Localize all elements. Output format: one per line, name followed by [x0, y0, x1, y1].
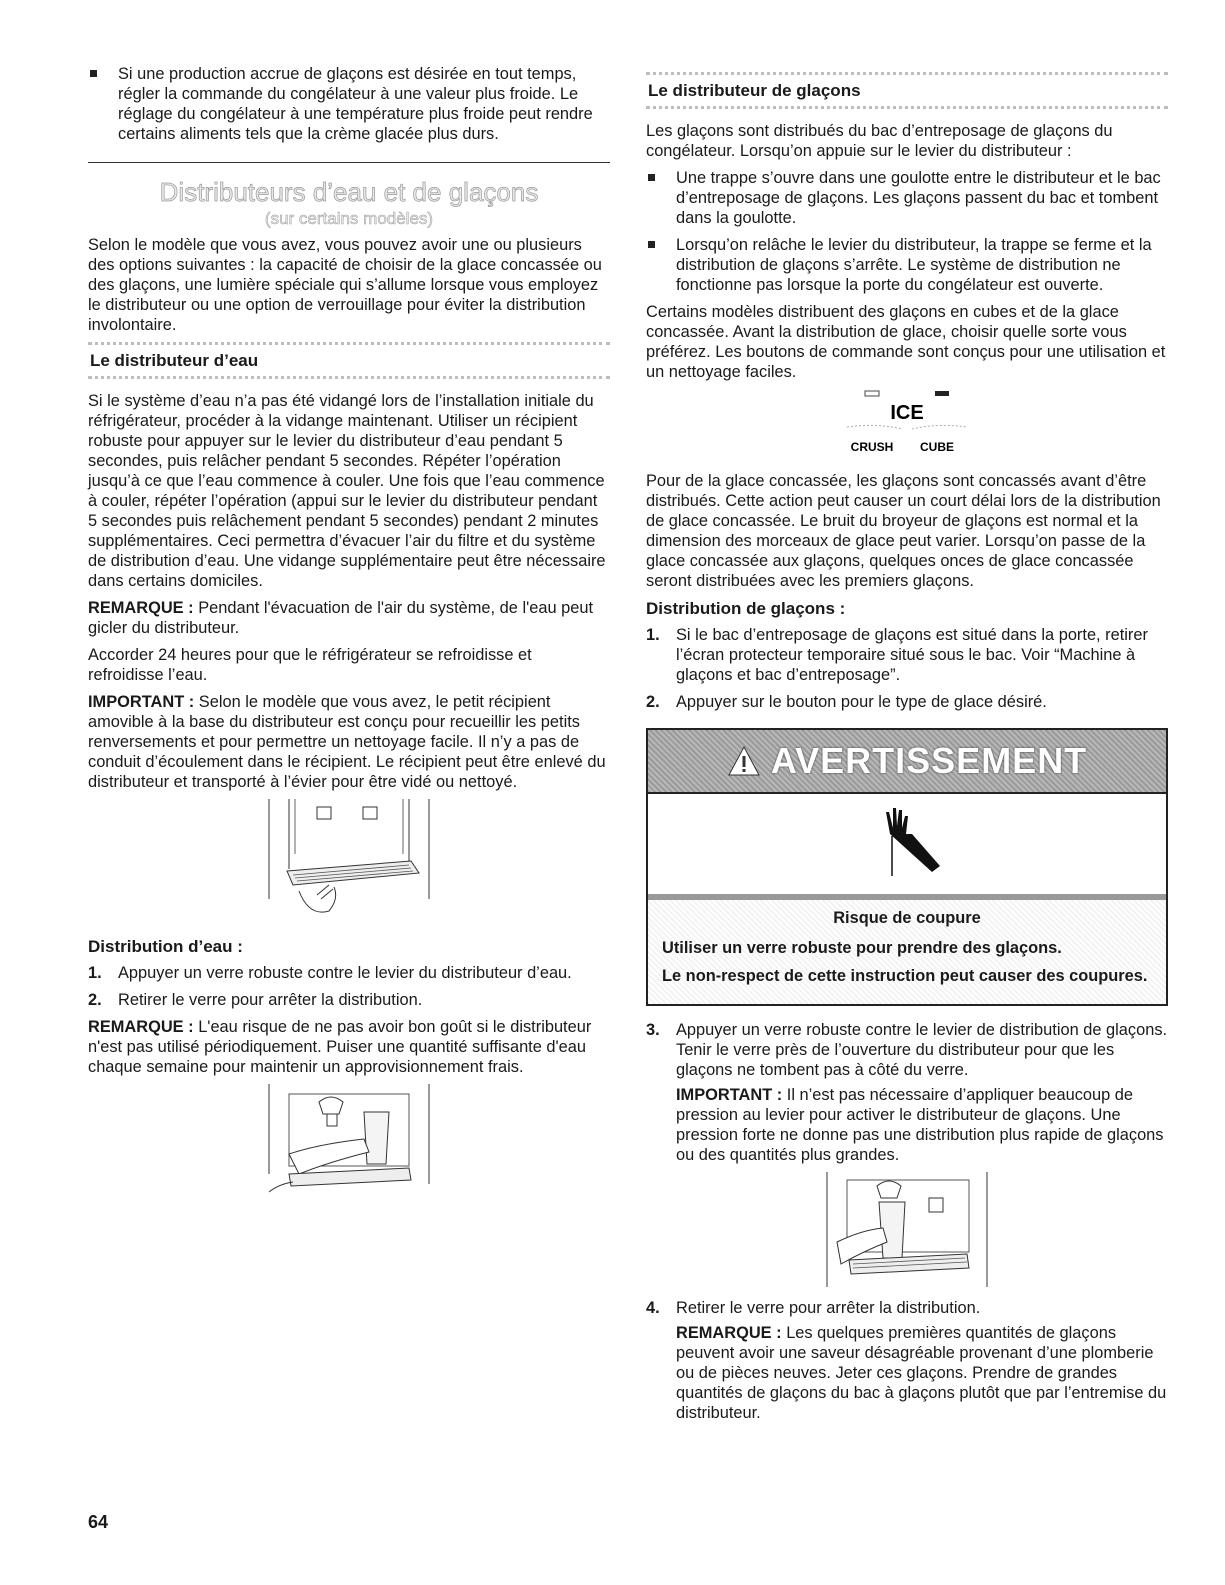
ice-bullet-1: Une trappe s’ouvre dans une goulotte entre le distributeur et le bac d’entreposage de glaçons. Les glaçons passent du bac et tombent dans la goulotte.: [646, 168, 1168, 228]
step-text: Appuyer sur le bouton pour le type de glace désiré.: [676, 693, 1047, 711]
step-number: 2.: [88, 991, 102, 1009]
left-column: [88, 64, 610, 1200]
page-number: 64: [88, 1512, 109, 1532]
note-1: [88, 598, 610, 638]
important-1: [88, 692, 610, 792]
warning-pictogram: [648, 794, 1166, 900]
divider: [88, 162, 610, 163]
drip-tray-illustration: [259, 799, 439, 929]
ice-paragraph-3: Pour de la glace concassée, les glaçons sont concassés avant d’être distribués. Cette action peut causer un court délai lors de la distribution de glace concassée. Le bruit du broyeur de glaçons est normal et la dimension des morceaux de glace peut varier. Lorsqu’on passe de la glace concassée aux glaçons, quelques onces de glace concassée seront distribuées avec les premiers glaçons.: [646, 472, 1161, 590]
ice-label: ICE: [890, 402, 924, 424]
water-dispensing-illustration: [259, 1084, 439, 1194]
step-text: Si le bac d’entreposage de glaçons est situé dans la porte, retirer l’écran protecteur temporaire situé sous le bac. Voir “Machine à glaçons et bac d’entreposage”.: [676, 626, 1148, 684]
ice-paragraph-2: Certains modèles distribuent des glaçons en cubes et de la glace concassée. Avant la distribution de glace, choisir quelle sorte vous préférez. Les boutons de commande sont conçus pour une utilisation et un nettoyage faciles.: [646, 303, 1166, 381]
note-2: [88, 1017, 610, 1077]
step-text: Appuyer un verre robuste contre le levier du distributeur d’eau.: [118, 964, 572, 982]
cube-button[interactable]: CUBE: [919, 440, 955, 454]
warning-header: [648, 730, 1166, 794]
water-step-1: [88, 963, 610, 983]
step-number: 3.: [646, 1021, 660, 1039]
hand-cut-icon: [862, 804, 952, 884]
note-label: REMARQUE :: [88, 599, 194, 617]
ice-control-panel: [646, 389, 1168, 461]
ice-step-2: [646, 692, 1168, 712]
important-label: IMPORTANT :: [88, 693, 195, 711]
warning-triangle-icon: [727, 745, 761, 777]
ice-step-4: [646, 1298, 1168, 1423]
warning-title: AVERTISSEMENT: [770, 740, 1088, 781]
section-subtitle: (sur certains modèles): [264, 209, 434, 228]
ice-dispenser-heading: Le distributeur de glaçons: [646, 72, 1168, 109]
right-column: [646, 64, 1168, 1430]
step-number: 1.: [646, 626, 660, 644]
warning-line-2: Le non-respect de cette instruction peut causer des coupures.: [662, 967, 1148, 985]
ice-dispensing-heading: Distribution de glaçons :: [646, 599, 846, 618]
step-number: 4.: [646, 1299, 660, 1317]
crush-button[interactable]: CRUSH: [850, 440, 894, 454]
water-dispensing-heading: Distribution d’eau :: [88, 937, 243, 956]
step-number: 2.: [646, 693, 660, 711]
warning-body: [648, 900, 1166, 1004]
intro-bullet: Si une production accrue de glaçons est désirée en tout temps, régler la commande du congélateur à une valeur plus froide. Le réglage du congélateur à une température plus froide peut rendre certains aliments tels que la crème glacée plus durs.: [88, 64, 610, 144]
note-label: REMARQUE :: [88, 1018, 194, 1036]
ice-paragraph-1: Les glaçons sont distribués du bac d’entreposage de glaçons du congélateur. Lorsqu’on appuie sur le levier du distributeur :: [646, 122, 1113, 160]
note-text: Pendant l'évacuation de l'air du système, de l'eau peut gicler du distributeur.: [88, 599, 594, 637]
section-intro: Selon le modèle que vous avez, vous pouvez avoir une ou plusieurs des options suivantes : la capacité de choisir de la glace concassée ou des glaçons, une lumière spéciale qui s’allume lorsque vous employez le distributeur ou une option de verrouillage pour éviter la distribution involontaire.: [88, 236, 602, 334]
ice-bullet-2: Lorsqu’on relâche le levier du distributeur, la trappe se ferme et la distribution de glaçons s’arrête. Le système de distribution ne fonctionne pas lorsque la porte du congélateur est ouverte.: [646, 235, 1168, 295]
step-text: Appuyer un verre robuste contre le levier de distribution de glaçons. Tenir le verre près de l’ouverture du distributeur pour que les glaçons ne tombent pas à côté du verre.: [676, 1021, 1168, 1079]
step-text: Retirer le verre pour arrêter la distribution.: [118, 991, 423, 1009]
ice-step-3: [646, 1020, 1168, 1165]
note-3: [676, 1323, 1168, 1423]
step-text: Retirer le verre pour arrêter la distribution.: [676, 1299, 981, 1317]
warning-risk: Risque de coupure: [833, 909, 981, 927]
warning-box: [646, 728, 1168, 1006]
note-label: REMARQUE :: [676, 1324, 782, 1342]
water-dispenser-heading: Le distributeur d’eau: [88, 342, 610, 379]
warning-line-1: Utiliser un verre robuste pour prendre des glaçons.: [662, 939, 1062, 957]
note-text: L'eau risque de ne pas avoir bon goût si le distributeur n'est pas utilisé périodiquement. Puiser une quantité suffisante d'eau chaque semaine pour maintenir un approvisionnement frais.: [88, 1018, 592, 1076]
step-number: 1.: [88, 964, 102, 982]
important-label: IMPORTANT :: [676, 1086, 783, 1104]
section-title: Distributeurs d’eau et de glaçons: [159, 177, 539, 207]
important-text: Selon le modèle que vous avez, le petit récipient amovible à la base du distributeur est conçu pour recueillir les petits renversements et pour permettre un nettoyage facile. Il n’y a pas de conduit d’écoulement dans le récipient. Le récipient peut être enlevé du distributeur et transporté à l’évier pour être vidé ou nettoyé.: [88, 693, 606, 791]
ice-dispensing-illustration: [817, 1172, 997, 1292]
water-step-2: [88, 990, 610, 1010]
ice-step-1: [646, 625, 1168, 685]
important-text: Il n’est pas nécessaire d’appliquer beaucoup de pression au levier pour activer le distributeur de glaçons. Une pression forte ne donne pas une distribution plus rapide de glaçons ou des quantités plus grandes.: [676, 1086, 1164, 1164]
note-text: Les quelques premières quantités de glaçons peuvent avoir une saveur désagréable provenant d’une plomberie ou de pièces neuves. Jeter ces glaçons. Prendre de grandes quantités de glaçons du bac à glaçons plutôt que par l’entremise du distributeur.: [676, 1324, 1167, 1422]
water-paragraph-1: Si le système d’eau n’a pas été vidangé lors de l’installation initiale du réfrigérateur, procéder à la vidange maintenant. Utiliser un récipient robuste pour appuyer sur le levier du distributeur d’eau pendant 5 secondes, puis relâcher pendant 5 secondes. Répéter l’opération jusqu’à ce que l’eau commence à couler. Une fois que l’eau commence à couler, répéter l’opération (appui sur le levier du distributeur pendant 5 secondes puis relâchement pendant 5 secondes) pendant 2 minutes supplémentaires. Ceci permettra d’évacuer l’air du filtre et du système de distribution d’eau. Une vidange supplémentaire peut être nécessaire dans certains domiciles.: [88, 392, 606, 590]
important-2: [676, 1085, 1168, 1165]
water-paragraph-2: Accorder 24 heures pour que le réfrigérateur se refroidisse et refroidisse l’eau.: [88, 646, 532, 684]
